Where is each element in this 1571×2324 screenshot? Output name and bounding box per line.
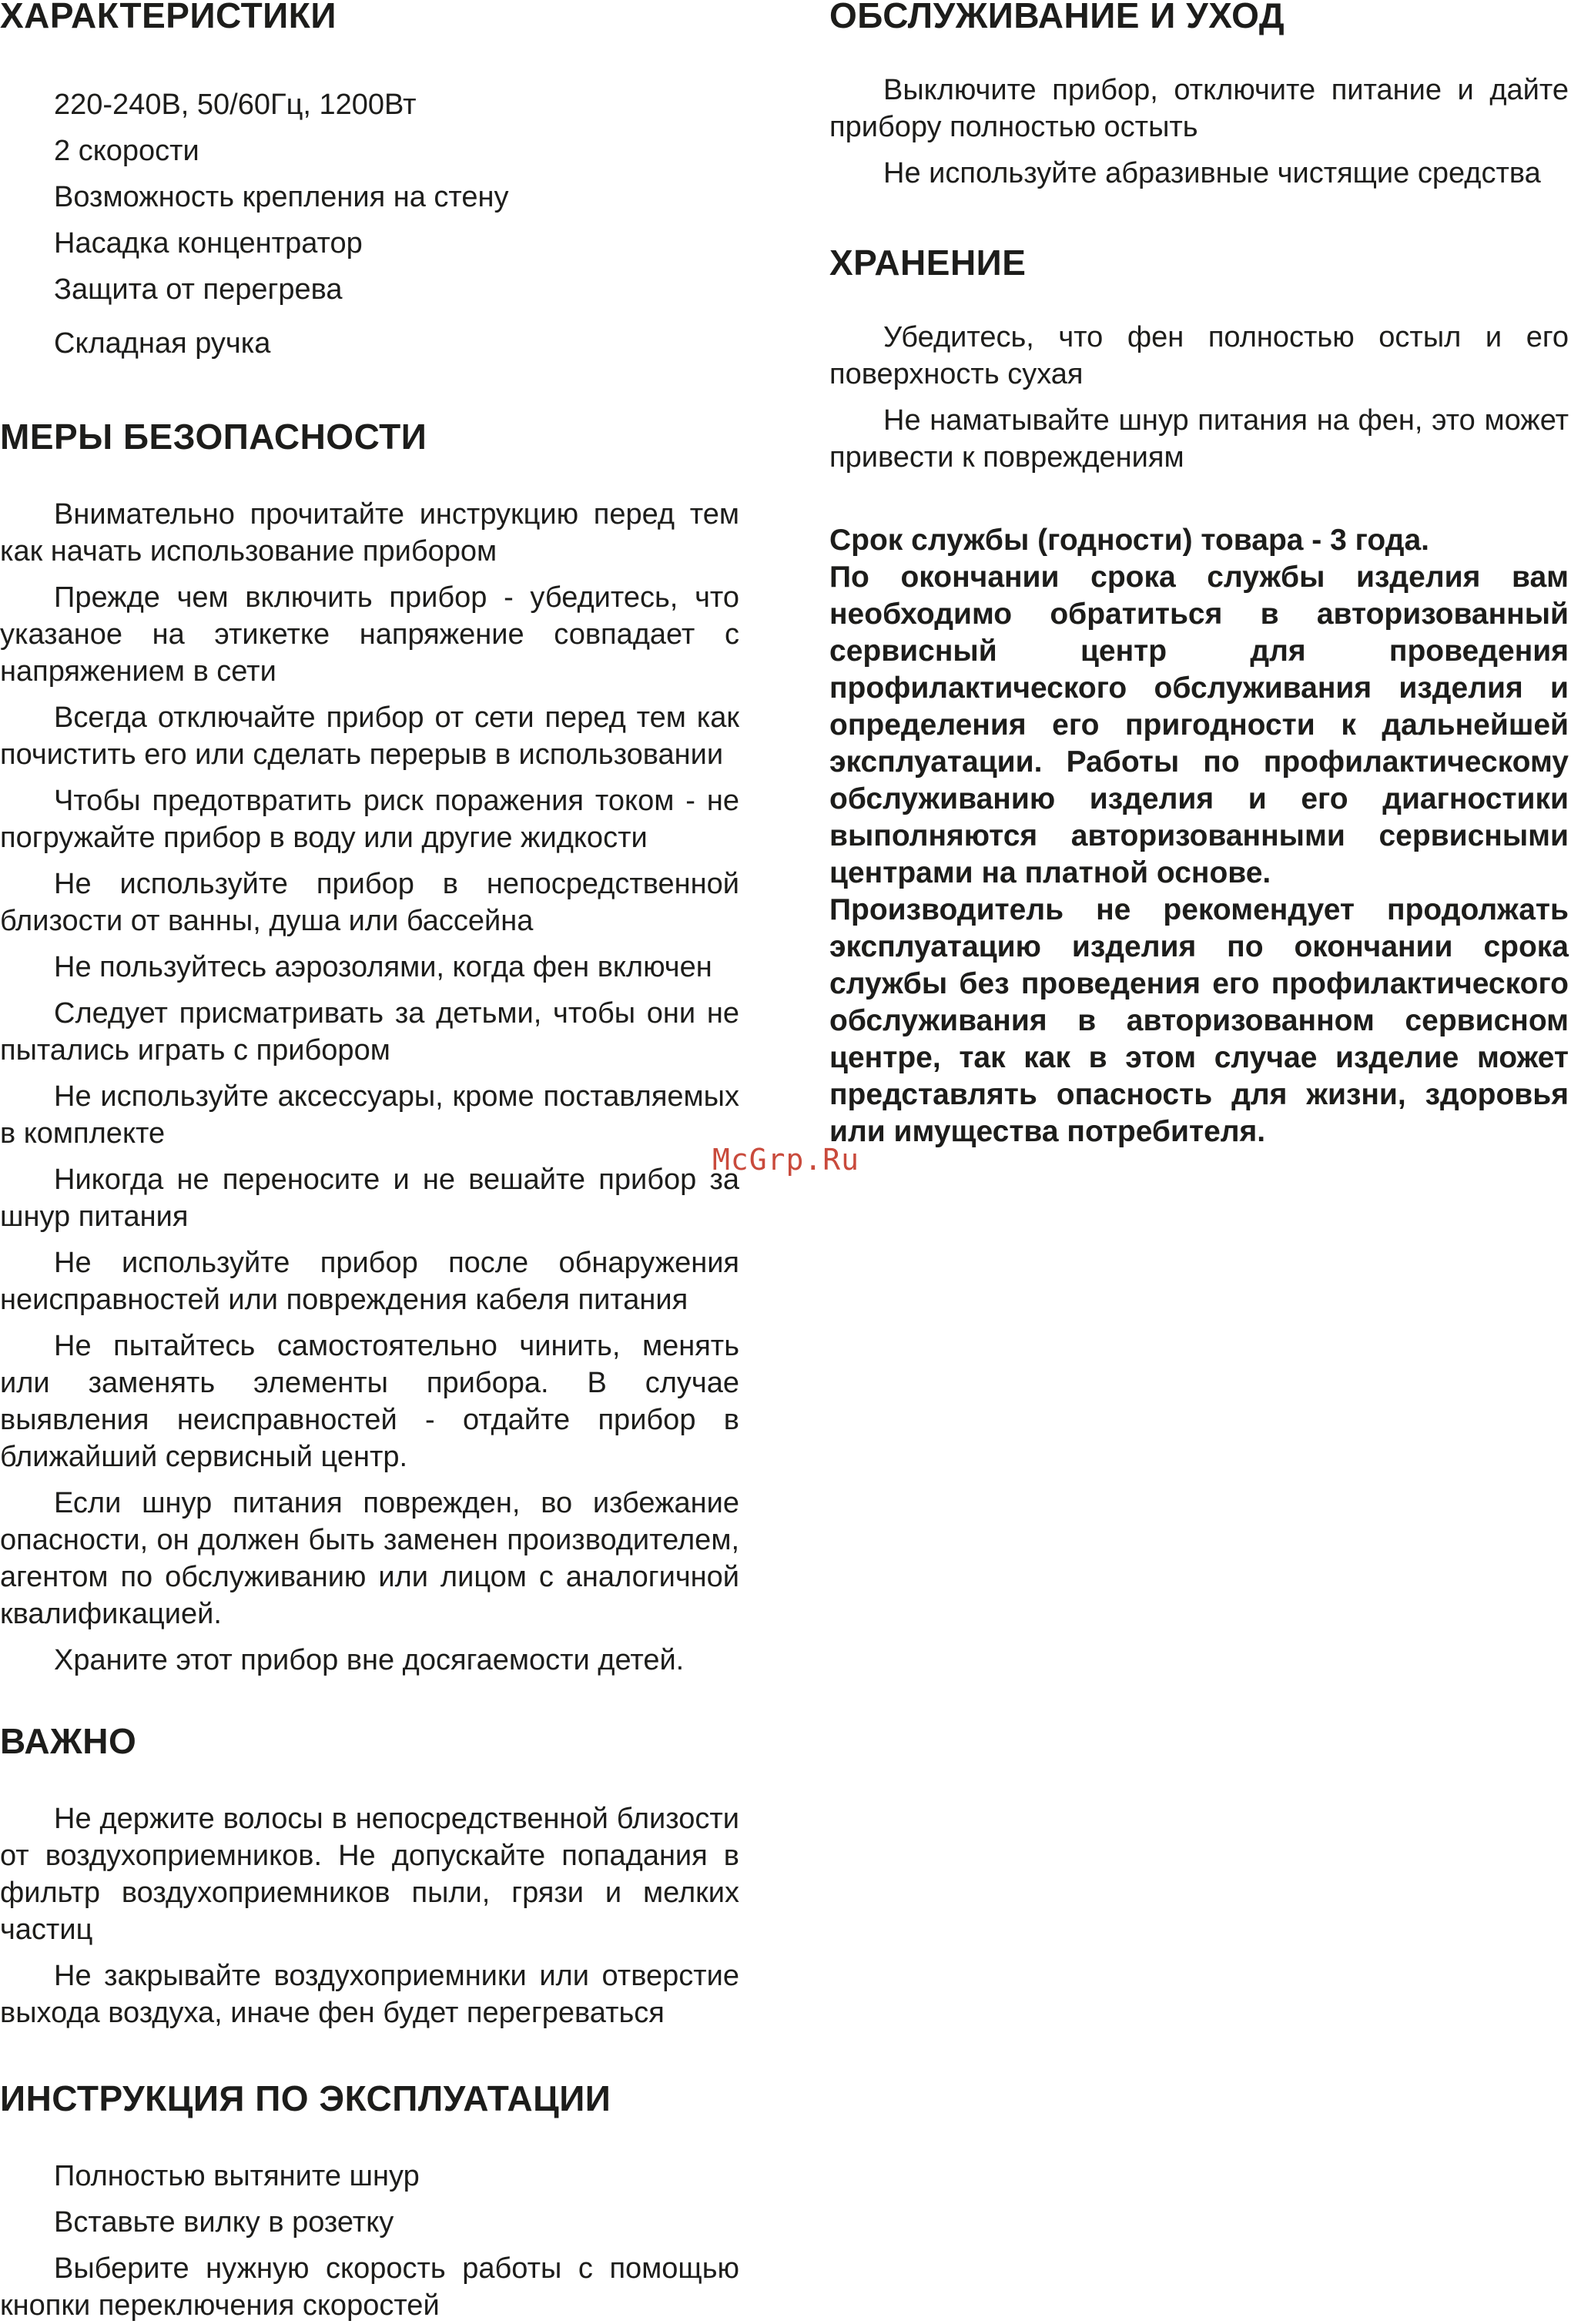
safety-para: Храните этот прибор вне досягаемости детей. <box>54 1644 685 1676</box>
storage-para: Не наматывайте шнур питания на фен, это может привести к повреждениям <box>829 404 1569 474</box>
storage-section <box>829 319 1569 476</box>
safety-para: Следует присматривать за детьми, чтобы они не пытались играть с прибором <box>0 997 739 1067</box>
safety-para: Никогда не переносите и не вешайте прибор за шнур питания <box>0 1164 739 1233</box>
important-para: Не закрывайте воздухоприемники или отверстие выхода воздуха, иначе фен будет перегреваться <box>0 1960 739 2029</box>
service-life-note: Производитель не рекомендует продолжать эксплуатацию изделия по окончании срока службы без проведения его профилактического обслуживания в авторизованном сервисном центре, так как в этом случае изделие может представлять опасность для жизни, здоровья или имущества потребителя. <box>829 893 1569 1148</box>
storage-heading: ХРАНЕНИЕ <box>829 243 1027 283</box>
safety-para: Не используйте прибор после обнаружения неисправностей или повреждения кабеля питания <box>0 1247 739 1316</box>
storage-para: Убедитесь, что фен полностью остыл и его поверхность сухая <box>829 321 1569 390</box>
safety-para: Не пользуйтесь аэрозолями, когда фен включен <box>54 951 712 983</box>
spec-item: Складная ручка <box>54 327 271 360</box>
safety-heading: МЕРЫ БЕЗОПАСНОСТИ <box>0 417 427 457</box>
safety-para: Всегда отключайте прибор от сети перед тем как почистить его или сделать перерыв в использовании <box>0 702 739 771</box>
care-para: Выключите прибор, отключите питание и дайте прибору полностью остыть <box>829 74 1569 143</box>
service-life-note: Срок службы (годности) товара - 3 года. <box>829 524 1429 557</box>
safety-para: Если шнур питания поврежден, во избежание опасности, он должен быть заменен производителем, агентом по обслуживанию или лицом с аналогичной квалификацией. <box>0 1487 739 1630</box>
safety-para: Внимательно прочитайте инструкцию перед тем как начать использование прибором <box>0 498 739 568</box>
usage-section <box>0 2158 739 2324</box>
spec-item: Возможность крепления на стену <box>54 181 509 213</box>
usage-para: Выберите нужную скорость работы с помощью кнопки переключения скоростей <box>0 2252 739 2322</box>
usage-heading: ИНСТРУКЦИЯ ПО ЭКСПЛУАТАЦИИ <box>0 2078 611 2118</box>
service-life-notes <box>829 522 1569 1150</box>
care-heading: ОБСЛУЖИВАНИЕ И УХОД <box>829 0 1285 35</box>
spec-item: Насадка концентратор <box>54 227 363 260</box>
safety-para: Чтобы предотвратить риск поражения током - не погружайте прибор в воду или другие жидкости <box>0 785 739 854</box>
safety-para: Не используйте прибор в непосредственной близости от ванны, душа или бассейна <box>0 868 739 937</box>
usage-para: Вставьте вилку в розетку <box>54 2206 394 2239</box>
care-section <box>829 72 1569 192</box>
safety-para: Не пытайтесь самостоятельно чинить, менять или заменять элементы прибора. В случае выявления неисправностей - отдайте прибор в ближайший сервисный центр. <box>0 1330 739 1473</box>
spec-item: Защита от перегрева <box>54 273 343 306</box>
watermark: McGrp.Ru <box>712 1143 860 1177</box>
important-heading: ВАЖНО <box>0 1721 137 1761</box>
spec-item: 220-240В, 50/60Гц, 1200Вт <box>54 89 417 121</box>
safety-para: Прежде чем включить прибор - убедитесь, что указаное на этикетке напряжение совпадает с напряжением в сети <box>0 581 739 688</box>
spec-item: 2 скорости <box>54 135 199 167</box>
spec-list <box>0 86 739 362</box>
usage-para: Полностью вытяните шнур <box>54 2160 420 2192</box>
safety-para: Не используйте аксессуары, кроме поставляемых в комплекте <box>0 1080 739 1150</box>
service-life-note: По окончании срока службы изделия вам необходимо обратиться в авторизованный сервисный центр для проведения профилактического обслуживания изделия и определения его пригодности к дальнейшей эксплуатации. Работы по профилактическому обслуживанию изделия и его диагностики выполняются авторизованными сервисными центрами на платной основе. <box>829 561 1569 889</box>
important-section <box>0 1800 739 2031</box>
important-para: Не держите волосы в непосредственной близости от воздухоприемников. Не допускайте попадания в фильтр воздухоприемников пыли, грязи и мелких частиц <box>0 1803 739 1946</box>
care-para: Не используйте абразивные чистящие средства <box>883 157 1541 189</box>
spec-heading: ХАРАКТЕРИСТИКИ <box>0 0 337 35</box>
safety-section <box>0 496 739 1679</box>
